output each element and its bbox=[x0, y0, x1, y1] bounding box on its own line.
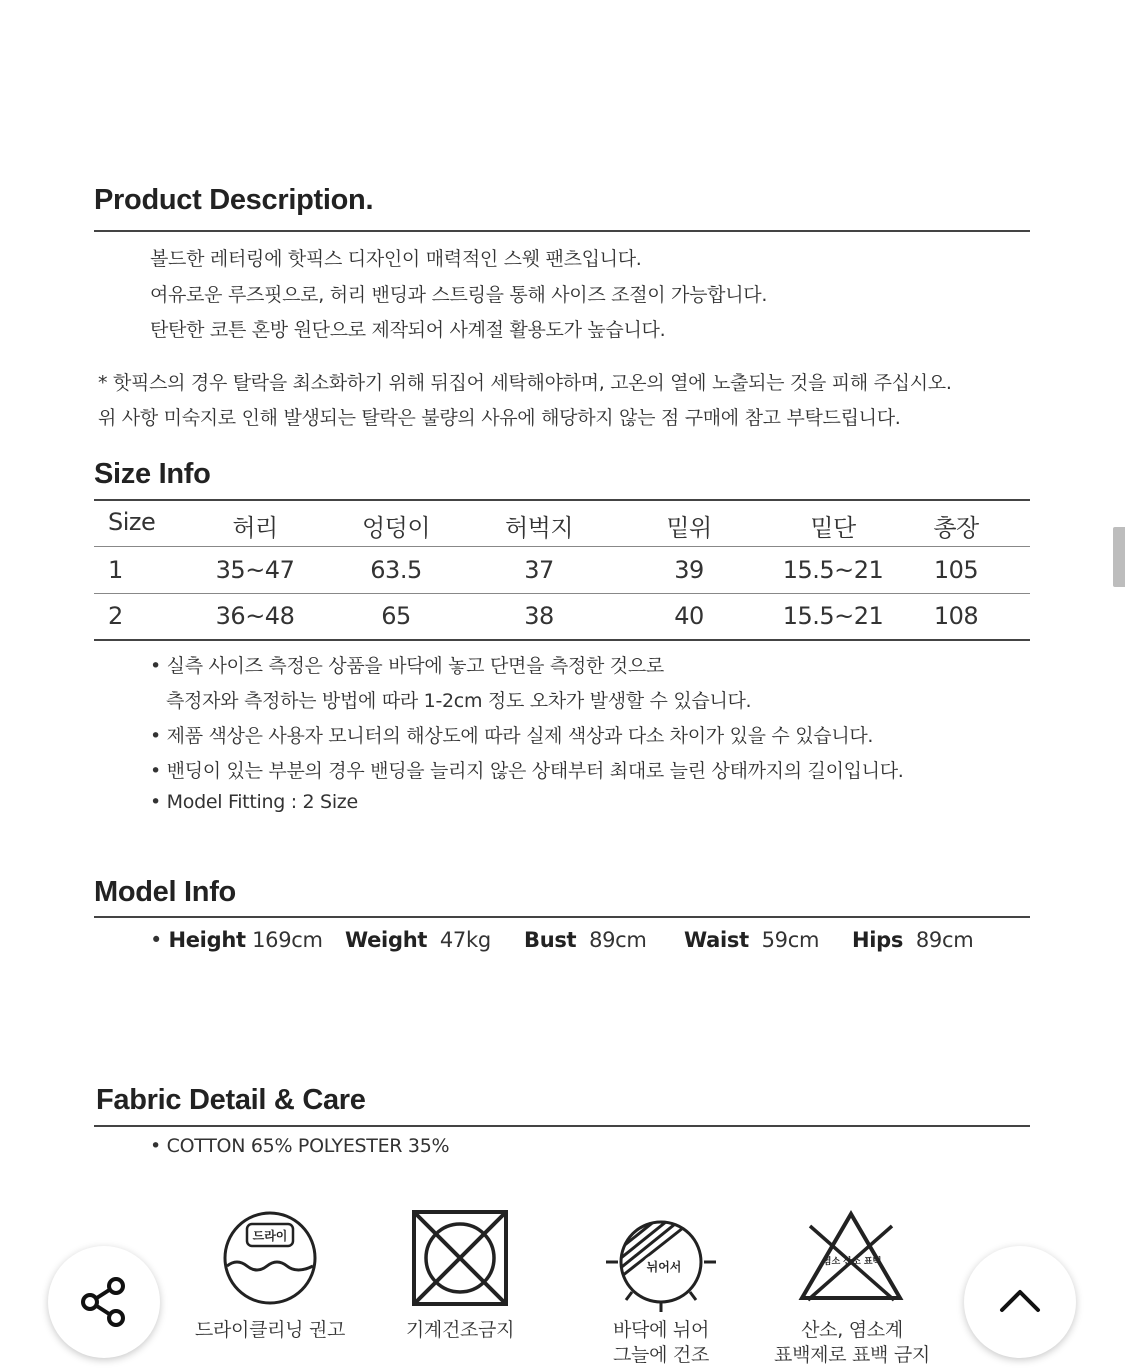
table-cell: 65 bbox=[381, 602, 411, 630]
care-notice-line: 위 사항 미숙지로 인해 발생되는 탈락은 불량의 사유에 해당하지 않는 점 구매에 참고 부탁드립니다. bbox=[98, 407, 901, 429]
care-label bbox=[406, 1318, 514, 1343]
divider bbox=[94, 916, 1030, 918]
size-note: • Model Fitting : 2 Size bbox=[150, 791, 358, 813]
table-header-cell: 밑단 bbox=[810, 514, 856, 542]
table-header-cell: 허리 bbox=[232, 514, 278, 542]
model-stat-value: 89cm bbox=[589, 928, 647, 952]
description-line: 탄탄한 코튼 혼방 원단으로 제작되어 사계절 활용도가 높습니다. bbox=[150, 319, 666, 341]
scrollbar-thumb[interactable] bbox=[1113, 527, 1125, 587]
model-stat-value: 89cm bbox=[915, 928, 974, 952]
table-cell: 15.5~21 bbox=[782, 602, 884, 630]
table-cell: 36~48 bbox=[215, 602, 295, 630]
table-cell: 1 bbox=[108, 556, 123, 584]
description-line: 볼드한 레터링에 핫픽스 디자인이 매력적인 스웻 팬츠입니다. bbox=[150, 248, 642, 270]
table-cell: 38 bbox=[524, 602, 554, 630]
model-stat-label: Hips bbox=[852, 928, 904, 952]
share-button[interactable] bbox=[48, 1246, 160, 1358]
dry-flat-shade-icon bbox=[606, 1212, 716, 1312]
care-label bbox=[195, 1318, 345, 1343]
model-hips bbox=[852, 928, 973, 952]
care-label-line: 산소, 염소계 bbox=[801, 1319, 903, 1341]
table-header-cell: 총장 bbox=[933, 514, 979, 542]
table-cell: 105 bbox=[933, 556, 979, 584]
size-note: • 제품 색상은 사용자 모니터의 해상도에 따라 실제 색상과 다소 차이가 있을 수 있습니다. bbox=[150, 721, 873, 748]
model-weight bbox=[345, 928, 491, 952]
table-header-cell: 엉덩이 bbox=[361, 514, 431, 542]
size-note: 측정자와 측정하는 방법에 따라 1-2cm 정도 오차가 발생할 수 있습니다. bbox=[166, 690, 752, 712]
table-cell: 2 bbox=[108, 602, 123, 630]
table-cell: 39 bbox=[674, 556, 704, 584]
description-line: 여유로운 루즈핏으로, 허리 밴딩과 스트링을 통해 사이즈 조절이 가능합니다. bbox=[150, 284, 768, 306]
care-notice-line: * 핫픽스의 경우 탈락을 최소화하기 위해 뒤집어 세탁해야하며, 고온의 열에 노출되는 것을 피해 주십시오. bbox=[98, 372, 952, 394]
table-cell: 40 bbox=[674, 602, 704, 630]
no-bleach-icon bbox=[796, 1208, 906, 1304]
model-stat-value: 59cm bbox=[761, 928, 820, 952]
share-icon bbox=[76, 1274, 132, 1330]
product-description-title: Product Description. bbox=[94, 184, 374, 216]
model-stat-value: 47kg bbox=[439, 928, 491, 952]
care-label-line: 그늘에 건조 bbox=[612, 1344, 710, 1366]
row-divider bbox=[94, 593, 1030, 594]
fabric-composition: • COTTON 65% POLYESTER 35% bbox=[150, 1135, 449, 1157]
care-label bbox=[613, 1318, 709, 1368]
care-icon-text: 뉘어서 bbox=[646, 1260, 682, 1274]
model-stat-value: 169cm bbox=[252, 928, 323, 952]
size-note: • 밴딩이 있는 부분의 경우 밴딩을 늘리지 않은 상태부터 최대로 늘린 상태까지의 길이입니다. bbox=[150, 756, 904, 783]
model-height bbox=[150, 928, 323, 952]
fabric-care-title: Fabric Detail & Care bbox=[96, 1084, 366, 1116]
model-stat-label: Height bbox=[168, 928, 246, 952]
model-waist bbox=[684, 928, 819, 952]
table-header-cell: Size bbox=[108, 508, 156, 536]
table-cell: 15.5~21 bbox=[782, 556, 884, 584]
row-divider bbox=[94, 546, 1030, 547]
scroll-to-top-button[interactable] bbox=[964, 1246, 1076, 1358]
divider bbox=[94, 499, 1030, 501]
care-icon-text: 염소 산소 표백 bbox=[822, 1257, 882, 1267]
table-header-cell: 허벅지 bbox=[504, 514, 574, 542]
size-note: • 실측 사이즈 측정은 상품을 바닥에 놓고 단면을 측정한 것으로 bbox=[150, 651, 664, 678]
model-stat-label: Bust bbox=[524, 928, 577, 952]
model-info-title: Model Info bbox=[94, 876, 236, 908]
care-label-line: 드라이클리닝 권고 bbox=[194, 1319, 346, 1341]
no-tumble-dry-icon bbox=[408, 1206, 512, 1310]
dry-clean-icon bbox=[220, 1208, 320, 1308]
table-cell: 35~47 bbox=[215, 556, 295, 584]
care-label-line: 바닥에 뉘어 bbox=[612, 1319, 710, 1341]
size-info-title: Size Info bbox=[94, 458, 211, 490]
care-icon-text: 드라이 bbox=[252, 1229, 288, 1243]
divider bbox=[94, 230, 1030, 232]
table-cell: 63.5 bbox=[370, 556, 422, 584]
divider bbox=[94, 639, 1030, 641]
model-stat-label: Waist bbox=[684, 928, 749, 952]
table-cell: 108 bbox=[933, 602, 979, 630]
model-stat-label: Weight bbox=[345, 928, 428, 952]
care-label-line: 표백제로 표백 금지 bbox=[774, 1344, 930, 1366]
care-label bbox=[774, 1318, 930, 1368]
chevron-up-icon bbox=[996, 1278, 1044, 1326]
care-label-line: 기계건조금지 bbox=[405, 1319, 515, 1341]
model-bust bbox=[524, 928, 647, 952]
divider bbox=[94, 1125, 1030, 1127]
table-cell: 37 bbox=[524, 556, 554, 584]
table-header-cell: 밑위 bbox=[666, 514, 712, 542]
